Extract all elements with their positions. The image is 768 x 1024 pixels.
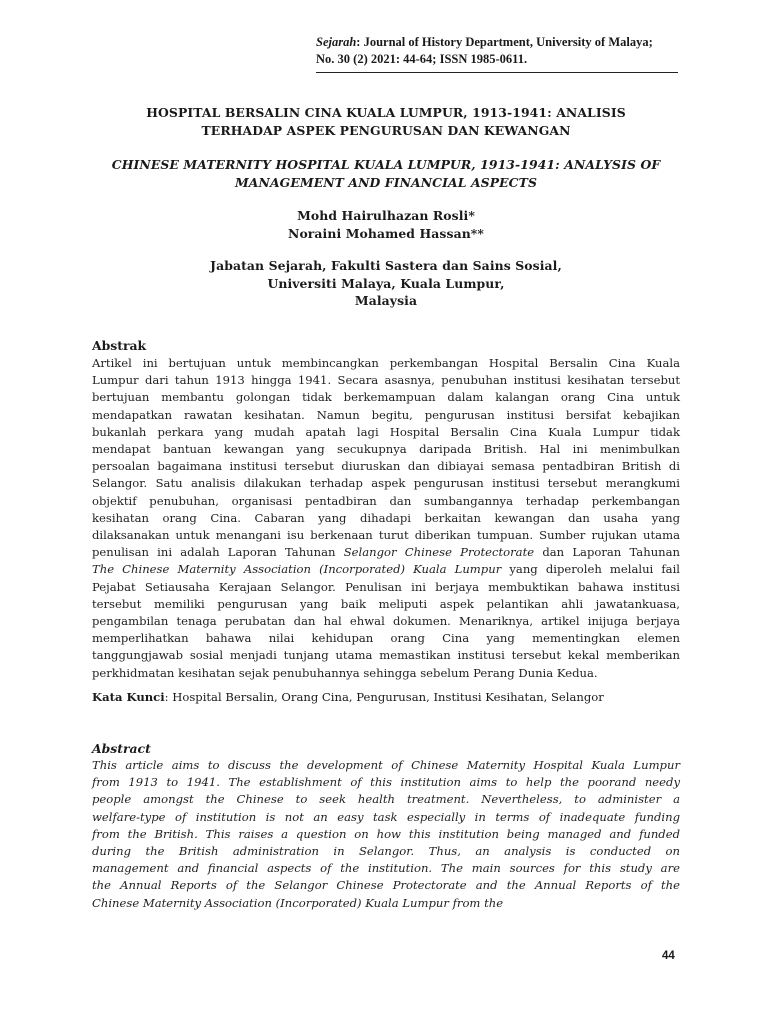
text-line: mendapatkan rawatan kesihatan. Namun begitu, pengurusan institusi bersifat kebajikan bbox=[92, 407, 680, 422]
text-line: This article aims to discuss the development of Chinese Maternity Hospital Kuala Lumpur bbox=[92, 758, 680, 772]
text-line: during the British administration in Selangor. Thus, an analysis is conducted on bbox=[92, 844, 680, 859]
text-line: perkhidmatan kesihatan sejak penubuhannya sehingga sebelum Perang Dunia Kedua. bbox=[92, 665, 598, 680]
text-line: from the British. This raises a question on how this institution being managed and funded bbox=[92, 826, 680, 841]
text-line: welfare-type of institution is not an easy task especially in terms of inadequate funding bbox=[92, 809, 680, 824]
abstract-body bbox=[92, 757, 680, 912]
title-malay bbox=[92, 104, 680, 139]
text-line: Artikel ini bertujuan untuk membincangkan perkembangan Hospital Bersalin Cina Kuala bbox=[92, 356, 680, 370]
keywords bbox=[92, 690, 680, 704]
header-rule bbox=[316, 72, 678, 73]
journal-name: Sejarah bbox=[316, 35, 357, 49]
text-line: kesihatan orang Cina. Cabaran yang dihadapi berkaitan kewangan dan usaha yang bbox=[92, 510, 680, 525]
text-line: The Chinese Maternity Association (Incorporated) Kuala Lumpur yang diperoleh melalui fail bbox=[92, 562, 681, 577]
affiliation-line: Jabatan Sejarah, Fakulti Sastera dan Sains Sosial, bbox=[210, 258, 562, 273]
abstrak-body bbox=[92, 355, 680, 682]
text-line: pengambilan tenaga perubatan dan hal ehwal dokumen. Menariknya, artikel inijuga berjaya bbox=[92, 614, 680, 629]
author-name: Mohd Hairulhazan Rosli* bbox=[297, 208, 475, 223]
italic-title: Selangor Chinese Protectorate bbox=[343, 545, 535, 560]
abstract-heading: Abstract bbox=[92, 741, 151, 756]
text-line: penulisan ini adalah Laporan Tahunan Selangor Chinese Protectorate dan Laporan Tahunan bbox=[92, 545, 681, 560]
journal-issue-line: No. 30 (2) 2021: 44-64; ISSN 1985-0611. bbox=[316, 52, 528, 66]
text-line: Pejabat Setiausaha Kerajaan Selangor. Penulisan ini berjaya membuktikan bahawa institusi bbox=[92, 579, 680, 594]
text-line: Chinese Maternity Association (Incorporated) Kuala Lumpur from the bbox=[92, 895, 504, 910]
italic-title: The Chinese Maternity Association (Incorporated) Kuala Lumpur bbox=[92, 562, 502, 577]
keywords-label: Kata Kunci bbox=[92, 690, 165, 704]
keywords-text: : Hospital Bersalin, Orang Cina, Pengurusan, Institusi Kesihatan, Selangor bbox=[164, 690, 604, 704]
author-name: Noraini Mohamed Hassan** bbox=[288, 225, 484, 241]
affiliation-line: Malaysia bbox=[354, 293, 418, 308]
text-line: people amongst the Chinese to seek health treatment. Nevertheless, to administer a bbox=[92, 792, 680, 807]
title-english bbox=[92, 156, 680, 191]
text-line: dilaksanakan untuk menangani isu berkenaan turut diberikan tumpuan. Sumber rujukan utama bbox=[92, 528, 680, 543]
affiliation-line: Universiti Malaya, Kuala Lumpur, bbox=[267, 275, 505, 291]
text-line: from 1913 to 1941. The establishment of this institution aims to help the poorand needy bbox=[92, 775, 680, 790]
text-line: management and financial aspects of the institution. The main sources for this study are bbox=[92, 861, 680, 876]
title-malay-line: HOSPITAL BERSALIN CINA KUALA LUMPUR, 1913-1941: ANALISIS bbox=[146, 105, 626, 120]
page-number: 44 bbox=[662, 950, 675, 962]
journal-header bbox=[316, 34, 696, 68]
journal-description: : Journal of History Department, University of Malaya; bbox=[356, 35, 653, 49]
text-line: Selangor. Satu analisis dilakukan terhadap aspek pengurusan institusi tersebut merangkumi bbox=[92, 476, 680, 491]
text-line: mendapat bantuan kewangan yang secukupnya daripada British. Hal ini menimbulkan bbox=[92, 442, 680, 457]
text-line: tanggungjawab sosial menjadi tunjang utama memastikan institusi tersebut kekal memberikan bbox=[92, 648, 680, 663]
title-english-line: CHINESE MATERNITY HOSPITAL KUALA LUMPUR, 1913-1941: ANALYSIS OF bbox=[111, 157, 661, 172]
text-line: tersebut memiliki pengurusan yang baik meliputi aspek pelantikan ahli jawatankuasa, bbox=[92, 596, 680, 611]
journal-citation-line bbox=[316, 34, 696, 51]
author-list bbox=[92, 207, 680, 242]
text-line: persoalan bagaimana institusi tersebut diuruskan dan dibiayai semasa pentadbiran British di bbox=[92, 459, 680, 474]
text-line: bertujuan membantu golongan tidak berkemampuan dalam kalangan orang Cina untuk bbox=[92, 390, 680, 405]
abstrak-heading: Abstrak bbox=[92, 338, 147, 353]
text-line: Lumpur dari tahun 1913 hingga 1941. Secara asasnya, penubuhan institusi kesihatan tersebut bbox=[92, 373, 680, 388]
affiliation bbox=[92, 257, 680, 310]
text-line: bukanlah perkara yang mudah apatah lagi Hospital Bersalin Cina Kuala Lumpur tidak bbox=[92, 424, 680, 439]
text-line: the Annual Reports of the Selangor Chinese Protectorate and the Annual Reports of the bbox=[92, 878, 680, 893]
text-line: objektif penubuhan, organisasi pentadbiran dan sumbangannya terhadap perkembangan bbox=[92, 493, 680, 508]
title-malay-line: TERHADAP ASPEK PENGURUSAN DAN KEWANGAN bbox=[201, 122, 571, 138]
title-english-line: MANAGEMENT AND FINANCIAL ASPECTS bbox=[234, 174, 538, 190]
text-line: memperlihatkan bahawa nilai kehidupan orang Cina yang mementingkan elemen bbox=[92, 631, 680, 646]
